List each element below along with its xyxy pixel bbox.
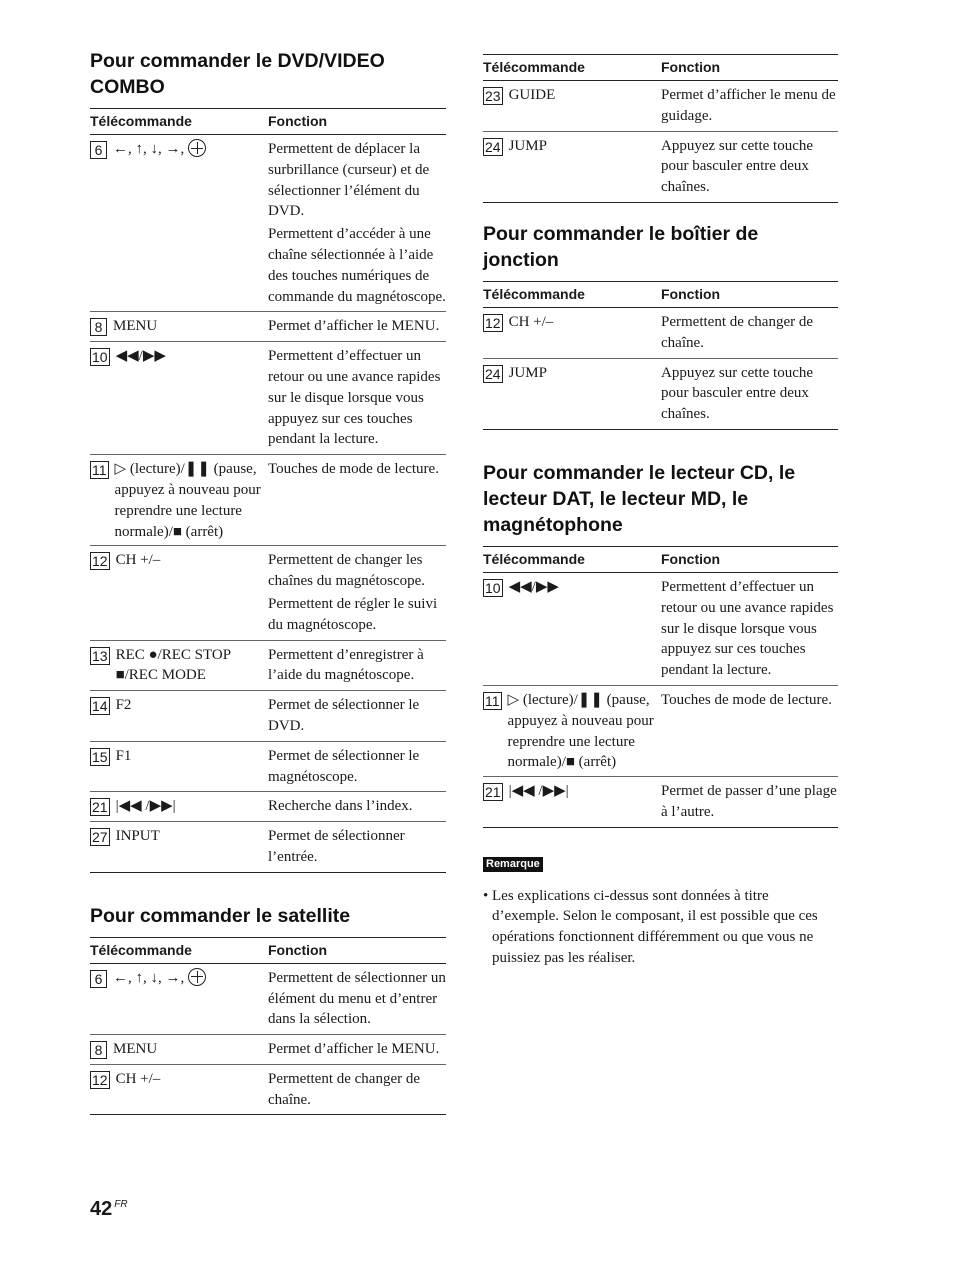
function-cell: [268, 640, 446, 691]
function-text: Permettent de déplacer la surbrillance (curseur) et de sélectionner l’élément du DVD.: [268, 141, 430, 220]
key-number-badge: 12: [92, 1071, 108, 1088]
note-badge: Remarque: [483, 857, 543, 872]
function-text: Appuyez sur cette touche pour basculer entre deux chaînes.: [661, 137, 814, 196]
function-text: Permettent de changer les chaînes du magnétoscope.: [268, 552, 426, 590]
note-block: [483, 854, 838, 968]
key-label: CH +/–: [115, 552, 161, 569]
key-label: F2: [115, 697, 132, 714]
key-number-badge: 6: [90, 141, 107, 159]
table-row: [483, 358, 838, 429]
table-row: [483, 777, 838, 828]
key-label: REC ●/REC STOP ■/REC MODE: [115, 646, 231, 684]
remote-key-cell: [483, 777, 661, 828]
section-title-satellite: Pour commander le satellite: [90, 904, 351, 927]
remote-key-cell: [90, 546, 268, 640]
table-row: [90, 691, 446, 742]
function-cell: [268, 312, 446, 342]
function-cell: [268, 963, 446, 1034]
function-text: Permet de sélectionner le magnétoscope.: [268, 747, 420, 785]
remote-key-cell: [483, 81, 661, 132]
key-label: MENU: [113, 318, 158, 335]
remote-key-cell: [90, 342, 268, 455]
function-text: Permet de passer d’une plage à l’autre.: [661, 783, 837, 820]
remote-key-cell: [483, 358, 661, 429]
key-number-badge: 21: [485, 784, 501, 801]
function-text: Permet d’afficher le MENU.: [268, 318, 440, 335]
function-cell: [661, 307, 838, 358]
table-row: [90, 741, 446, 792]
function-cell: [661, 777, 838, 828]
key-label: ▷ (lecture)/❚❚ (pause, appuyez à nouveau pour reprendre une lecture normale)/■ (arrêt): [114, 461, 261, 540]
remote-key-cell: [483, 572, 661, 685]
section-title-cd: Pour commander le lecteur CD, le lecteur DAT, le lecteur MD, le magnétophone: [483, 461, 796, 536]
key-number-badge: 10: [92, 349, 108, 366]
remote-key-cell: [90, 135, 268, 312]
function-cell: [661, 131, 838, 202]
function-text: Permettent de changer de chaîne.: [268, 1070, 421, 1108]
function-cell: [268, 691, 446, 742]
function-cell: [661, 572, 838, 685]
remote-key-cell: [90, 1064, 268, 1115]
table-row: [483, 131, 838, 202]
function-text: Permettent d’effectuer un retour ou une avance rapides sur le disque lorsque vous appuyez sur ces touches pendant la lecture.: [268, 348, 441, 448]
function-text: Permet d’afficher le MENU.: [268, 1041, 440, 1058]
function-cell: [268, 455, 446, 546]
section-junction: [483, 221, 838, 430]
key-number-badge: 15: [92, 748, 108, 765]
header-function: Fonction: [661, 281, 838, 307]
header-function: Fonction: [268, 109, 446, 135]
function-text: Permettent d’effectuer un retour ou une avance rapides sur le disque lorsque vous appuyez sur ces touches pendant la lecture.: [661, 578, 834, 679]
table-row: [90, 1035, 446, 1065]
function-text: Permettent de régler le suivi du magnétoscope.: [268, 595, 438, 633]
remote-key-cell: [90, 312, 268, 342]
key-number-badge: 11: [92, 462, 107, 479]
remote-key-cell: [483, 685, 661, 776]
function-text: Touches de mode de lecture.: [661, 691, 832, 708]
key-number-badge: 6: [90, 970, 107, 988]
key-number-badge: 8: [90, 1041, 107, 1059]
function-cell: [268, 546, 446, 640]
remote-key-cell: [90, 640, 268, 691]
function-cell: [268, 1064, 446, 1115]
remote-key-cell: [483, 307, 661, 358]
key-label: JUMP: [508, 137, 547, 154]
key-number-badge: 11: [485, 692, 500, 709]
page-number: [90, 1198, 128, 1221]
key-number-badge: 21: [92, 799, 108, 816]
key-label: ←, ↑, ↓, →,: [113, 141, 185, 157]
remote-key-cell: [90, 741, 268, 792]
table-row: [90, 822, 446, 873]
table-row: [483, 81, 838, 132]
key-label: |◀◀ /▶▶|: [115, 798, 176, 815]
function-cell: [661, 81, 838, 132]
function-text: Recherche dans l’index.: [268, 798, 413, 815]
section-continued: [483, 54, 838, 203]
header-function: Fonction: [661, 546, 838, 572]
table-row: [90, 963, 446, 1034]
key-label: ◀◀/▶▶: [508, 578, 559, 595]
header-remote: Télécommande: [483, 55, 661, 81]
function-text: Permet de sélectionner l’entrée.: [268, 828, 405, 865]
key-number-badge: 27: [92, 829, 108, 846]
key-number-badge: 13: [92, 647, 108, 664]
left-column: [90, 48, 446, 1145]
key-label: ◀◀/▶▶: [115, 348, 166, 365]
table-junction: [483, 281, 838, 430]
function-cell: [661, 358, 838, 429]
table-row: [483, 572, 838, 685]
section-satellite: [90, 903, 446, 1116]
key-number-badge: 10: [485, 579, 501, 596]
table-row: [483, 307, 838, 358]
remote-key-cell: [90, 963, 268, 1034]
section-cd: [483, 460, 838, 828]
key-label: ←, ↑, ↓, →,: [113, 969, 185, 986]
header-remote: Télécommande: [483, 546, 661, 572]
table-row: [90, 135, 446, 312]
enter-circle-icon: [188, 968, 206, 986]
section-dvd: [90, 48, 446, 873]
key-label: JUMP: [508, 364, 547, 381]
table-row: [90, 342, 446, 455]
note-text: • Les explications ci-dessus sont données à titre d’exemple. Selon le composant, il est possible que ces opérations fonctionnent différemment ou que vous ne puissiez pas les réaliser.: [483, 887, 818, 966]
table-row: [90, 455, 446, 546]
page-lang: FR: [114, 1199, 128, 1210]
header-remote: Télécommande: [90, 109, 268, 135]
function-text: Permettent de sélectionner un élément du menu et d’entrer dans la sélection.: [268, 969, 446, 1028]
key-label: INPUT: [115, 828, 160, 845]
table-row: [90, 312, 446, 342]
table-cd: [483, 546, 838, 828]
section-title-junction: Pour commander le boîtier de jonction: [483, 222, 759, 271]
key-label: CH +/–: [508, 313, 554, 330]
function-text: Touches de mode de lecture.: [268, 461, 439, 478]
function-text: Permettent d’enregistrer à l’aide du magnétoscope.: [268, 646, 424, 684]
key-number-badge: 12: [485, 314, 501, 331]
function-text: Permettent de changer de chaîne.: [661, 313, 814, 351]
section-title-dvd: Pour commander le DVD/VIDEO COMBO: [90, 50, 385, 98]
table-row: [90, 546, 446, 640]
function-cell: [268, 1035, 446, 1065]
page-number-value: 42: [90, 1198, 113, 1220]
key-label: MENU: [113, 1041, 158, 1058]
header-remote: Télécommande: [90, 937, 268, 963]
table-row: [90, 640, 446, 691]
table-continued: [483, 54, 838, 203]
remote-key-cell: [90, 792, 268, 822]
function-cell: [268, 342, 446, 455]
function-text: Permet d’afficher le menu de guidage.: [661, 87, 836, 124]
table-row: [90, 792, 446, 822]
key-label: F1: [115, 747, 132, 764]
function-cell: [268, 822, 446, 873]
key-label: CH +/–: [115, 1070, 161, 1087]
header-function: Fonction: [661, 55, 838, 81]
function-text: Permettent d’accéder à une chaîne sélectionnée à l’aide des touches numériques de commande du magnétoscope.: [268, 226, 446, 305]
function-cell: [268, 741, 446, 792]
key-number-badge: 24: [485, 365, 501, 382]
key-number-badge: 14: [92, 698, 108, 715]
key-number-badge: 23: [485, 88, 501, 104]
function-cell: [268, 792, 446, 822]
remote-key-cell: [90, 822, 268, 873]
key-number-badge: 8: [90, 318, 107, 336]
function-text: Appuyez sur cette touche pour basculer entre deux chaînes.: [661, 364, 814, 423]
table-row: [90, 1064, 446, 1115]
table-row: [483, 685, 838, 776]
key-label: ▷ (lecture)/❚❚ (pause, appuyez à nouveau pour reprendre une lecture normale)/■ (arrêt): [507, 691, 654, 771]
remote-key-cell: [483, 131, 661, 202]
header-remote: Télécommande: [483, 281, 661, 307]
remote-key-cell: [90, 455, 268, 546]
header-function: Fonction: [268, 937, 446, 963]
key-number-badge: 24: [485, 138, 501, 155]
right-column: [483, 54, 838, 968]
key-label: GUIDE: [508, 87, 556, 103]
function-cell: [268, 135, 446, 312]
table-dvd: [90, 108, 446, 873]
function-cell: [661, 685, 838, 776]
table-satellite: [90, 937, 446, 1116]
remote-key-cell: [90, 691, 268, 742]
function-text: Permet de sélectionner le DVD.: [268, 697, 420, 734]
key-number-badge: 12: [92, 553, 108, 570]
remote-key-cell: [90, 1035, 268, 1065]
key-label: |◀◀ /▶▶|: [508, 783, 569, 800]
enter-circle-icon: [188, 139, 206, 157]
